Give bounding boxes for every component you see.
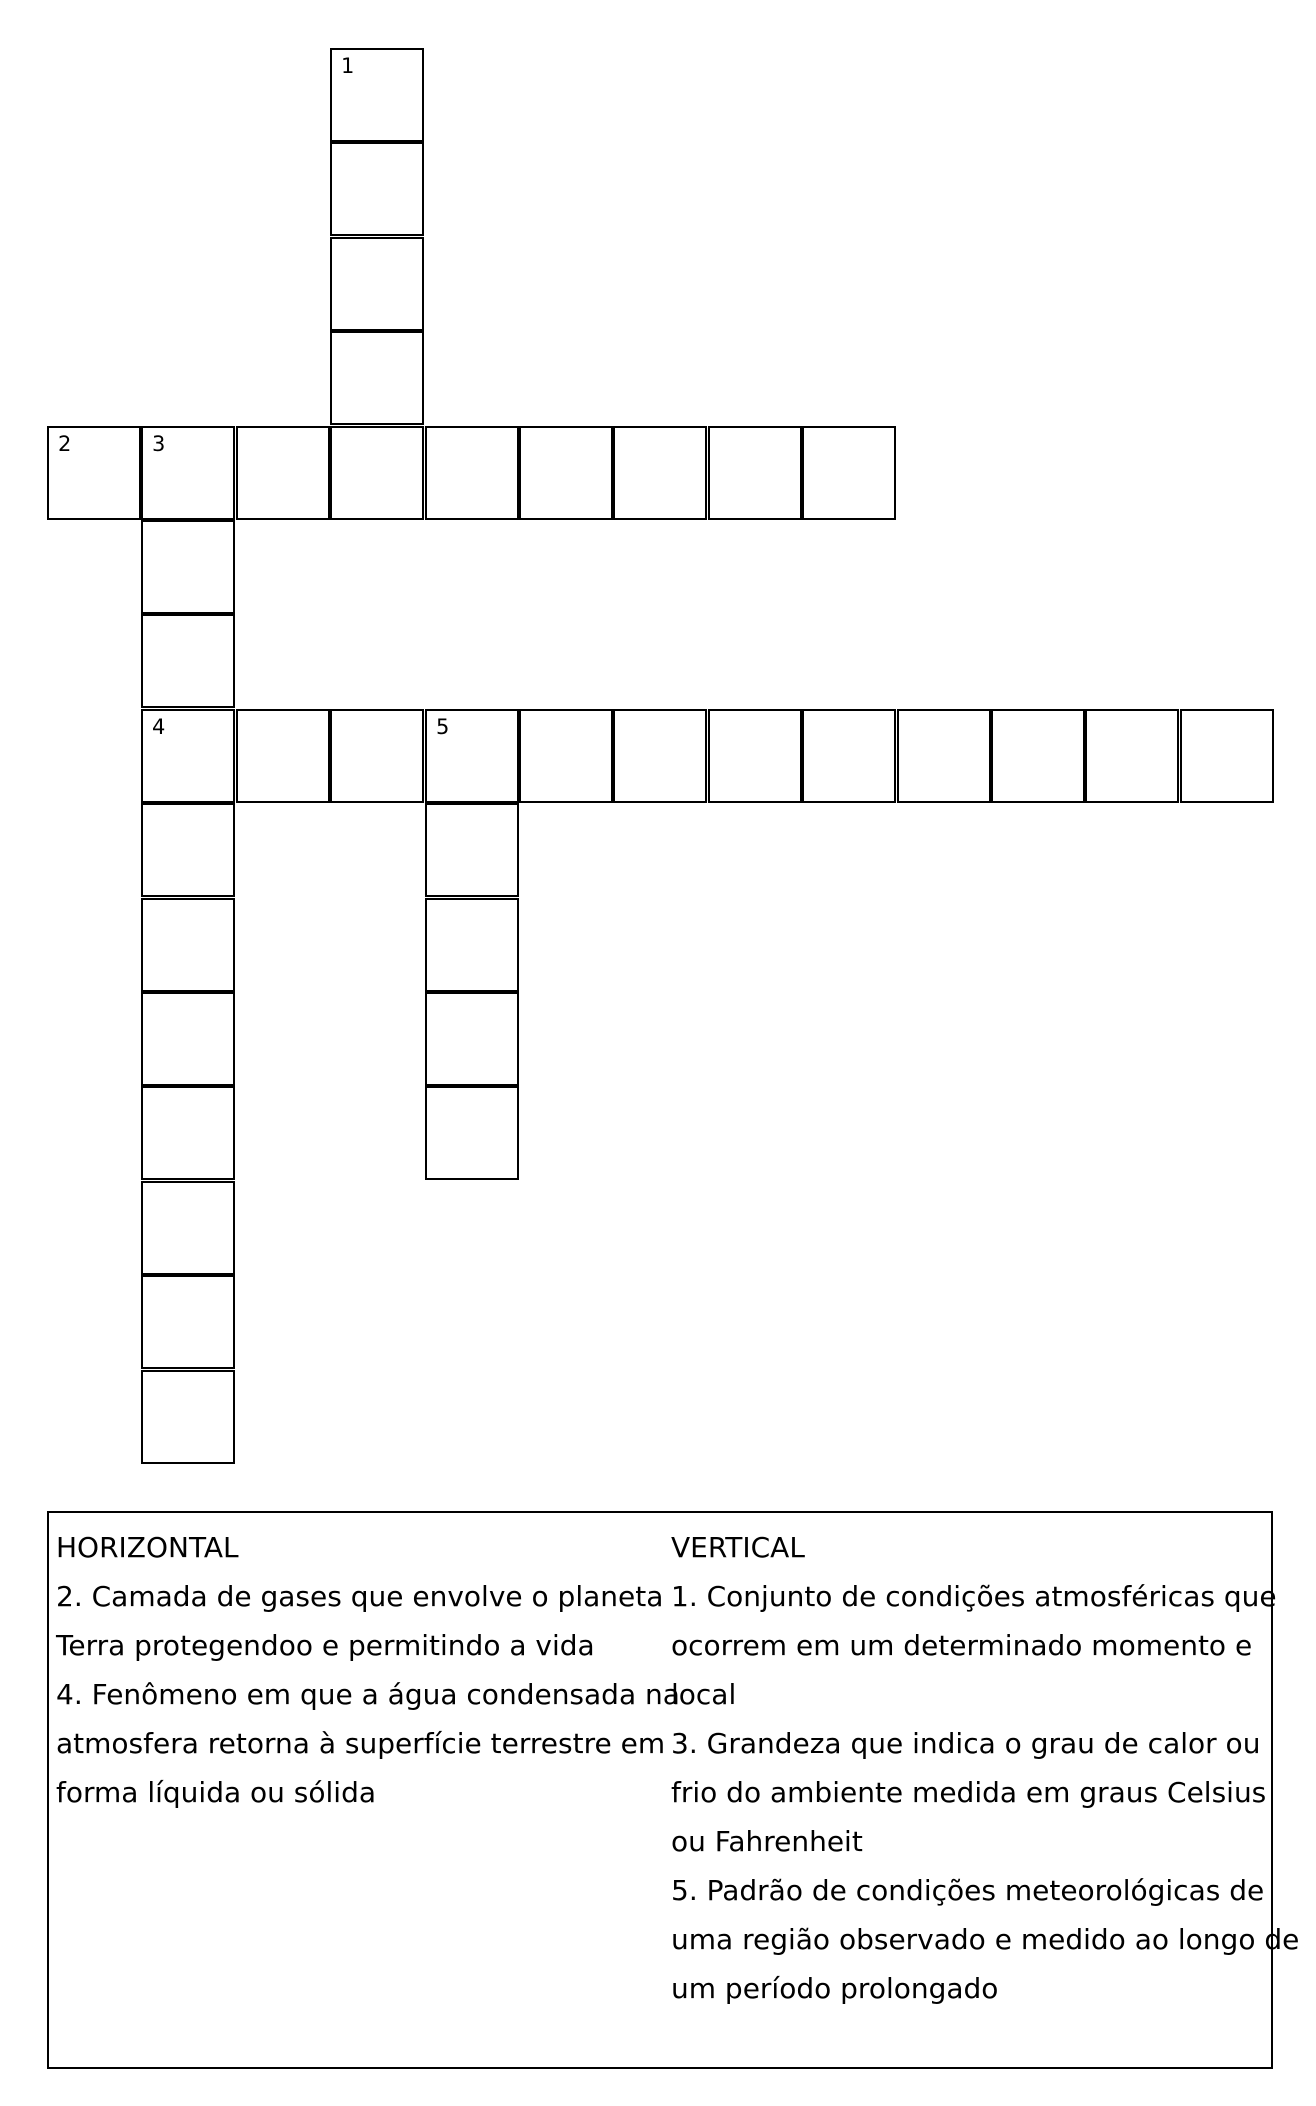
crossword-cell[interactable] bbox=[141, 709, 235, 803]
clue-number: 2 bbox=[58, 432, 72, 456]
crossword-cell[interactable] bbox=[330, 331, 424, 425]
clue-line: forma líquida ou sólida bbox=[56, 1776, 377, 1809]
crossword-cell[interactable] bbox=[141, 1086, 235, 1180]
crossword-cell[interactable] bbox=[425, 709, 519, 803]
crossword-cell[interactable] bbox=[141, 992, 235, 1086]
clue-line: ou Fahrenheit bbox=[671, 1825, 863, 1858]
crossword-cell[interactable] bbox=[613, 426, 707, 520]
crossword-cell[interactable] bbox=[708, 426, 802, 520]
clue-line: ocorrem em um determinado momento e bbox=[671, 1629, 1253, 1662]
crossword-cell[interactable] bbox=[141, 520, 235, 614]
crossword-cell[interactable] bbox=[519, 709, 613, 803]
clues-box bbox=[47, 1511, 1300, 2069]
clue-line: frio do ambiente medida em graus Celsius bbox=[671, 1776, 1267, 1809]
crossword-cell[interactable] bbox=[141, 614, 235, 708]
crossword-cell[interactable] bbox=[236, 709, 330, 803]
crossword-cell[interactable] bbox=[897, 709, 991, 803]
crossword-cell[interactable] bbox=[141, 898, 235, 992]
crossword-cell[interactable] bbox=[425, 1086, 519, 1180]
crossword-cell[interactable] bbox=[708, 709, 802, 803]
clue-number: 5 bbox=[436, 715, 450, 739]
crossword-cell[interactable] bbox=[330, 237, 424, 331]
crossword-cell[interactable] bbox=[330, 709, 424, 803]
crossword-cell[interactable] bbox=[236, 426, 330, 520]
clue-line: 4. Fenômeno em que a água condensada na bbox=[56, 1678, 680, 1711]
crossword-cell[interactable] bbox=[1085, 709, 1179, 803]
clue-line: 2. Camada de gases que envolve o planeta bbox=[56, 1580, 664, 1613]
clue-line: 3. Grandeza que indica o grau de calor ou bbox=[671, 1727, 1261, 1760]
clue-number: 3 bbox=[152, 432, 166, 456]
clue-line: uma região observado e medido ao longo de bbox=[671, 1923, 1300, 1956]
crossword-cell[interactable] bbox=[330, 48, 424, 142]
crossword-cell[interactable] bbox=[613, 709, 707, 803]
crossword-cell[interactable] bbox=[141, 1370, 235, 1464]
clue-line: Terra protegendoo e permitindo a vida bbox=[56, 1629, 595, 1662]
clue-line: 1. Conjunto de condições atmosféricas que bbox=[671, 1580, 1277, 1613]
vertical-heading: VERTICAL bbox=[671, 1531, 805, 1564]
crossword-cell[interactable] bbox=[141, 426, 235, 520]
crossword-cell[interactable] bbox=[802, 426, 896, 520]
crossword-cell[interactable] bbox=[330, 426, 424, 520]
crossword-cell[interactable] bbox=[1180, 709, 1274, 803]
clue-line: um período prolongado bbox=[671, 1972, 999, 2005]
crossword-cell[interactable] bbox=[141, 803, 235, 897]
crossword-cell[interactable] bbox=[425, 426, 519, 520]
crossword-cell[interactable] bbox=[330, 142, 424, 236]
horizontal-heading: HORIZONTAL bbox=[56, 1531, 239, 1564]
clue-number: 1 bbox=[341, 54, 355, 78]
crossword-cell[interactable] bbox=[519, 426, 613, 520]
crossword-cell[interactable] bbox=[141, 1275, 235, 1369]
crossword-cell[interactable] bbox=[47, 426, 141, 520]
horizontal-clues bbox=[56, 1523, 680, 1817]
crossword-cell[interactable] bbox=[425, 803, 519, 897]
vertical-clues bbox=[671, 1523, 1300, 2013]
clue-number: 4 bbox=[152, 715, 166, 739]
crossword-cell[interactable] bbox=[425, 992, 519, 1086]
clue-line: atmosfera retorna à superfície terrestre em bbox=[56, 1727, 666, 1760]
clue-line: 5. Padrão de condições meteorológicas de bbox=[671, 1874, 1265, 1907]
crossword-cell[interactable] bbox=[141, 1181, 235, 1275]
crossword-cell[interactable] bbox=[991, 709, 1085, 803]
clue-line: local bbox=[671, 1678, 737, 1711]
crossword-cell[interactable] bbox=[802, 709, 896, 803]
crossword-cell[interactable] bbox=[425, 898, 519, 992]
